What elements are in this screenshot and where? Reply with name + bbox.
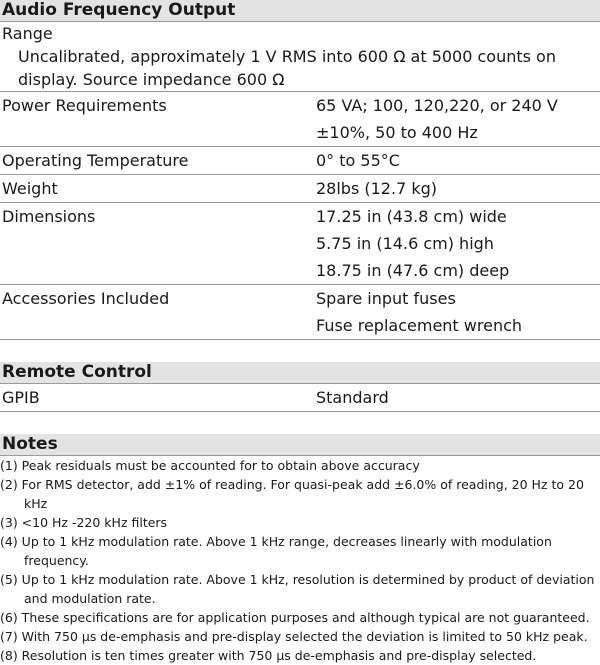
spec-label: Power Requirements [2, 96, 167, 115]
spec-label: GPIB [2, 388, 40, 407]
spec-value-line: 65 VA; 100, 120,220, or 240 V [316, 96, 558, 115]
spacer [0, 412, 600, 434]
note-item: (3) <10 Hz -220 kHz filters [0, 515, 168, 530]
spec-value [316, 175, 600, 202]
note-item: (7) With 750 µs de-emphasis and pre-display selected the deviation is limited to 50 kHz peak. [0, 629, 588, 644]
spec-row-weight [0, 175, 600, 202]
spec-value-line: 18.75 in (47.6 cm) deep [316, 261, 510, 280]
spec-label: Weight [2, 179, 58, 198]
spec-label: Accessories Included [2, 289, 170, 308]
note-item: (5) Up to 1 kHz modulation rate. Above 1 kHz, resolution is determined by product of deviation and modulation rate. [0, 572, 595, 606]
spec-value-line: 28lbs (12.7 kg) [316, 179, 437, 198]
spec-value: Standard [316, 388, 389, 407]
spec-row-temperature [0, 147, 600, 174]
note-item: (8) Resolution is ten times greater with 750 µs de-emphasis and pre-display selected. [0, 648, 537, 663]
note-item: (2) For RMS detector, add ±1% of reading. For quasi-peak add ±6.0% of reading, 20 Hz to 20 kHz [0, 477, 584, 511]
note-item: (4) Up to 1 kHz modulation rate. Above 1 kHz range, decreases linearly with modulation frequency. [0, 534, 552, 568]
spec-row-gpib [0, 384, 600, 411]
note-item: (6) These specifications are for application purposes and although typical are not guaranteed. [0, 610, 590, 625]
spec-value [316, 147, 600, 174]
spec-value-line: ±10%, 50 to 400 Hz [316, 123, 478, 142]
spec-row-accessories [0, 285, 600, 339]
notes-list [0, 456, 600, 665]
notes-header: Notes [0, 434, 600, 455]
spec-label: Operating Temperature [2, 151, 189, 170]
spec-value [316, 285, 600, 339]
note-item: (1) Peak residuals must be accounted for to obtain above accuracy [0, 458, 420, 473]
spec-row-dimensions [0, 203, 600, 284]
spec-value [316, 92, 600, 146]
spec-row-power [0, 92, 600, 146]
audio-frequency-output-header: Audio Frequency Output [0, 0, 600, 21]
range-description: Uncalibrated, approximately 1 V RMS into 600 Ω at 5000 counts on display. Source impedance 600 Ω [18, 47, 556, 89]
remote-control-header: Remote Control [0, 362, 600, 383]
spec-value [316, 203, 600, 284]
spec-value-line: 5.75 in (14.6 cm) high [316, 234, 494, 253]
spec-value-line: 0° to 55°C [316, 151, 400, 170]
range-label: Range [2, 24, 53, 43]
spec-value-line: Spare input fuses [316, 289, 456, 308]
spacer [0, 340, 600, 362]
spec-value-line: Fuse replacement wrench [316, 316, 523, 335]
spec-value-line: 17.25 in (43.8 cm) wide [316, 207, 507, 226]
spec-label: Dimensions [2, 207, 96, 226]
